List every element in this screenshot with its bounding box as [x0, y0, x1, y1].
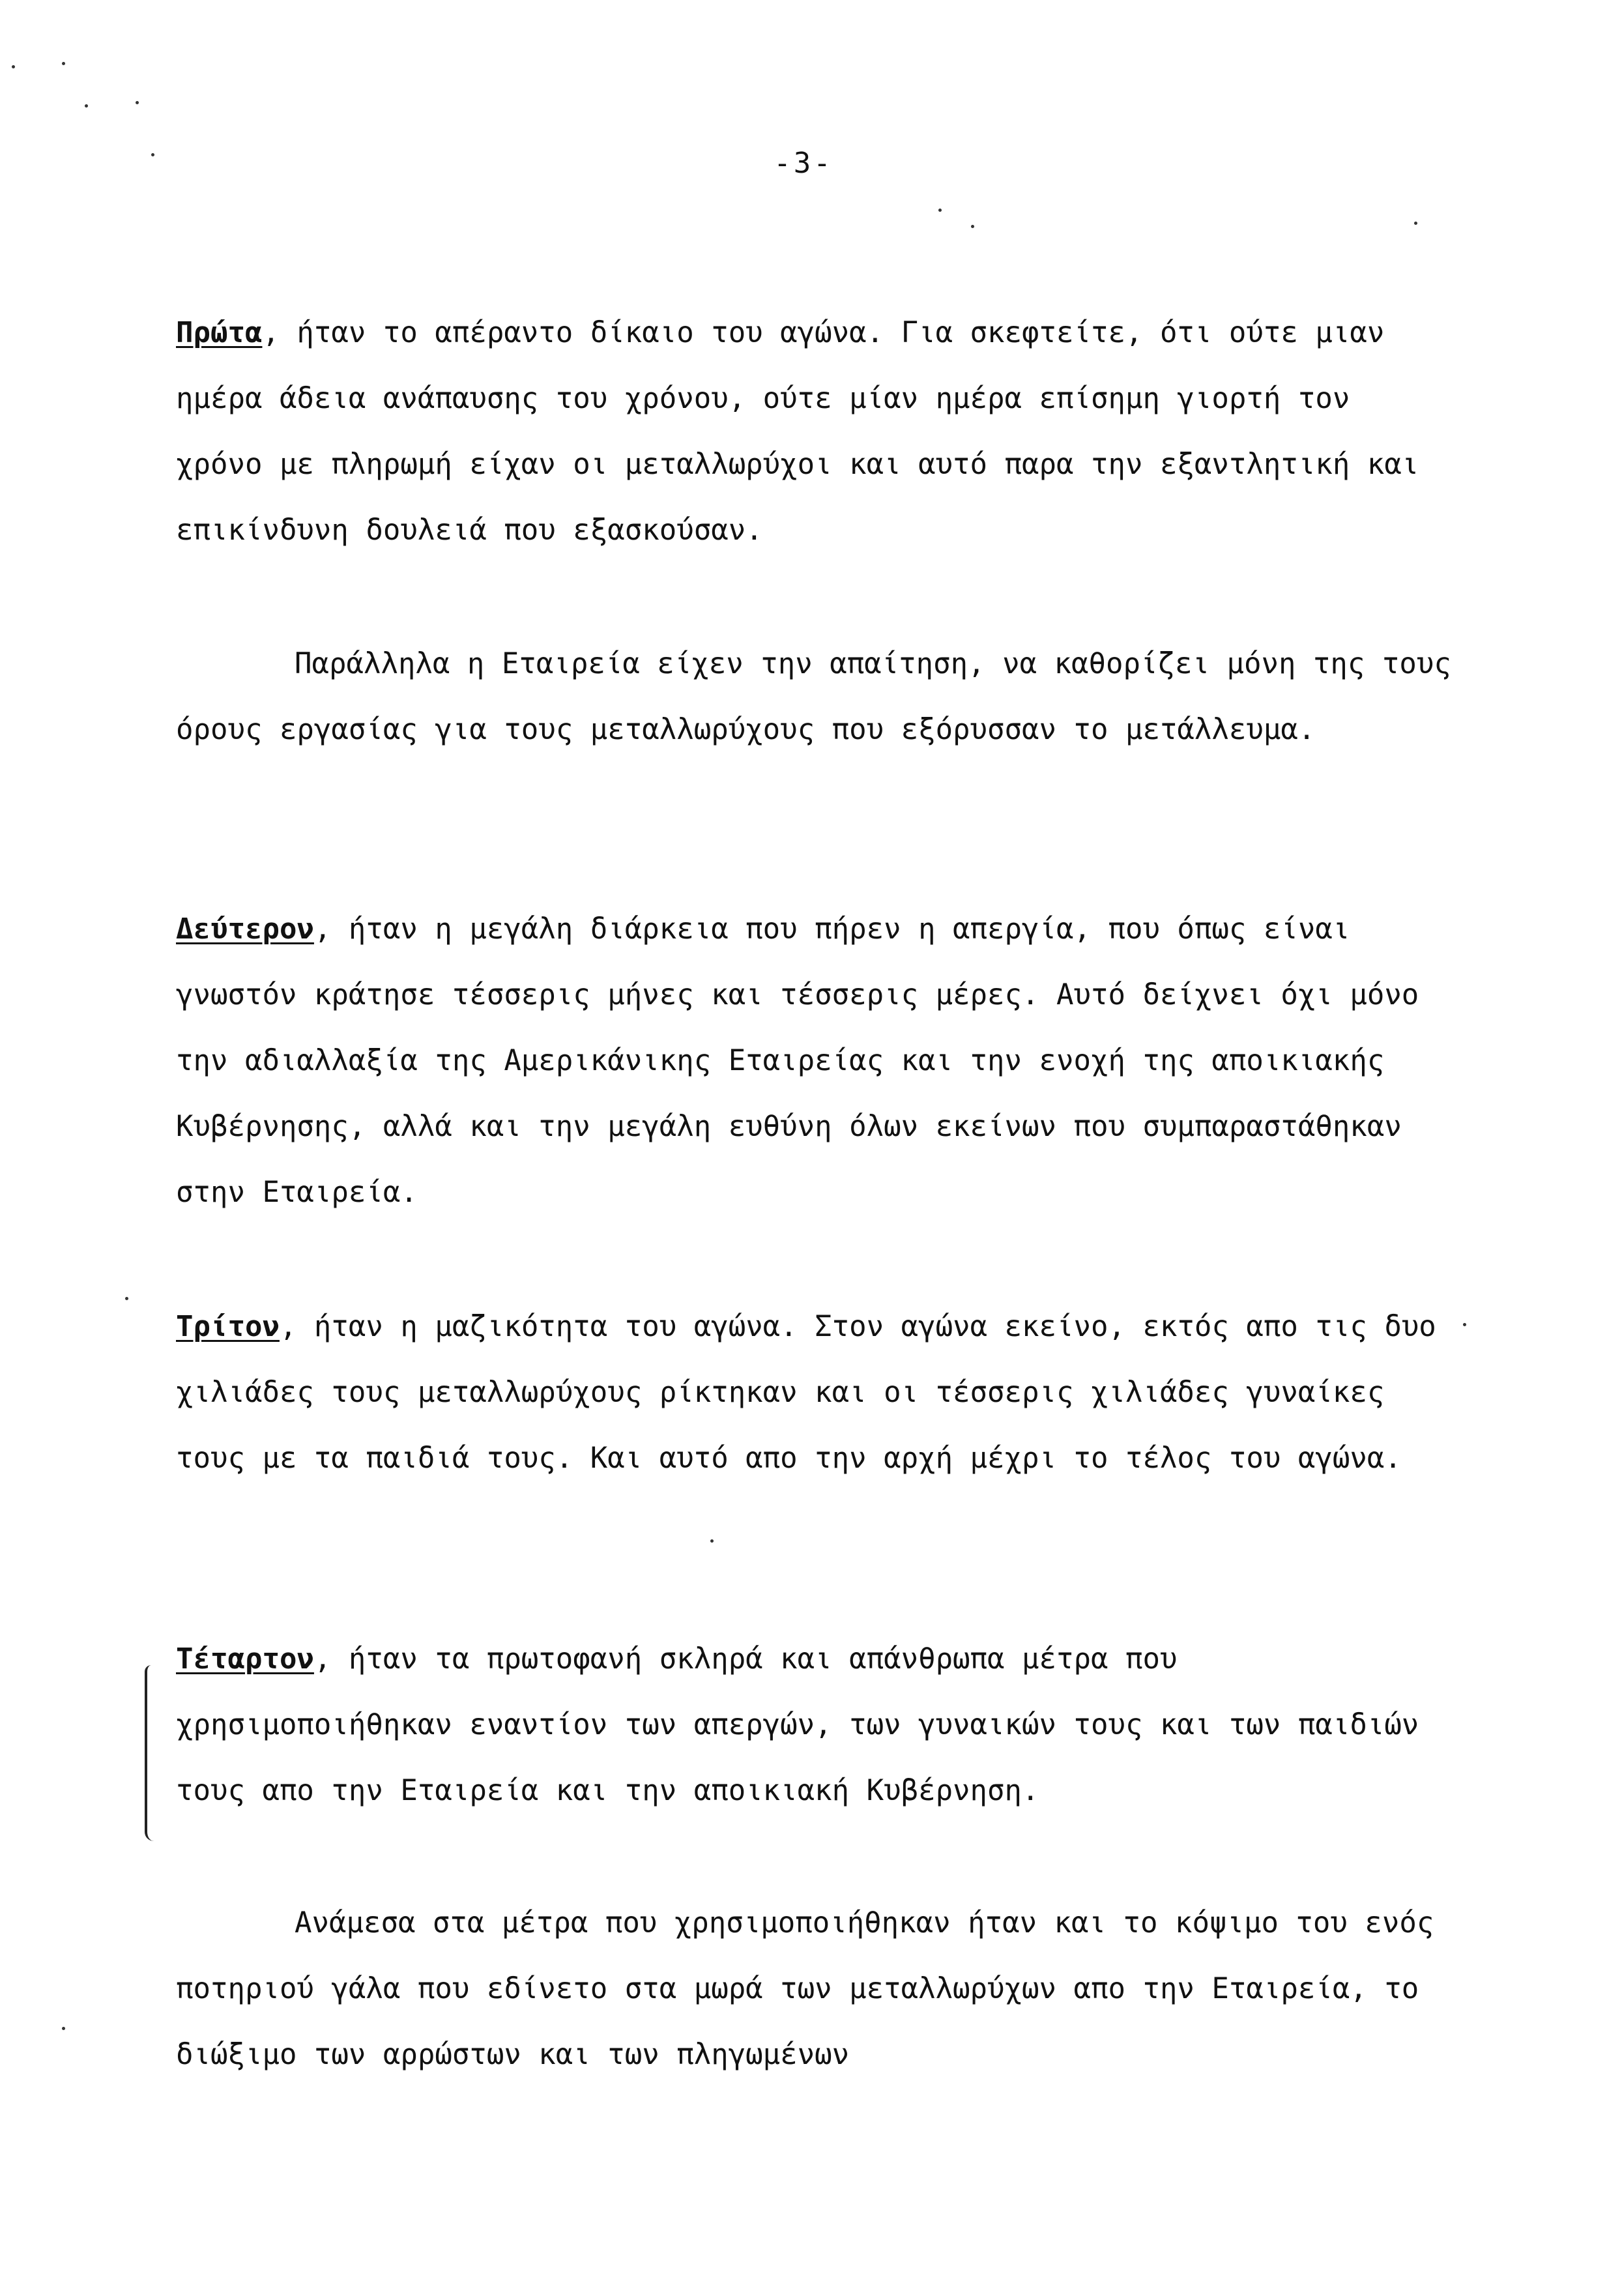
- paragraph-fourth: [176, 1626, 1453, 1824]
- paragraph-lead-heading: Τρίτον: [176, 1310, 280, 1343]
- scan-speck: [710, 1539, 714, 1543]
- scan-speck: [85, 104, 88, 108]
- paragraph-lead-heading: Τέταρτον: [176, 1642, 314, 1676]
- paragraph-measures: [176, 1890, 1453, 2087]
- paragraph-text: , ήταν τα πρωτοφανή σκληρά και απάνθρωπα μέτρα που χρησιμοποιήθηκαν εναντίον των απεργών, των γυναικών τους και των παιδιών τους απο την Εταιρεία και την αποικιακή Κυβέρνηση.: [176, 1642, 1436, 1807]
- page-number: -3-: [774, 147, 833, 180]
- paragraph-third: [176, 1294, 1453, 1491]
- paragraph-text: , ήταν η μεγάλη διάρκεια που πήρεν η απεργία, που όπως είναι γνωστόν κράτησε τέσσερις μήνες και τέσσερις μέρες. Αυτό δείχνει όχι μόνο την αδιαλλαξία της Αμερικάνικης Εταιρείας και την ενοχή της αποικιακής Κυβέρνησης, αλλά και την μεγάλη ευθύνη όλων εκείνων που συμπαραστάθηκαν στην Εταιρεία.: [176, 912, 1436, 1209]
- scan-speck: [1414, 222, 1417, 225]
- paragraph-first: [176, 300, 1453, 563]
- scan-speck: [1463, 1323, 1466, 1326]
- scan-speck: [136, 101, 139, 104]
- scan-speck: [12, 65, 15, 68]
- paragraph-parallel: [176, 631, 1469, 763]
- paragraph-lead-heading: Δεύτερον: [176, 912, 314, 946]
- scan-speck: [62, 62, 65, 65]
- scan-speck: [971, 225, 974, 228]
- scan-speck: [62, 2027, 65, 2030]
- paragraph-text: Ανάμεσα στα μέτρα που χρησιμοποιήθηκαν ήταν και το κόψιμο του ενός ποτηριού γάλα που εδίνετο στα μωρά των μεταλλωρύχων απο την Εταιρεία, το διώξιμο των αρρώστων και των πληγωμένων: [176, 1906, 1451, 2071]
- paragraph-text: Παράλληλα η Εταιρεία είχεν την απαίτηση, να καθορίζει μόνη της τους όρους εργασίας για τους μεταλλωρύχους που εξόρυσσαν το μετάλλευμα.: [176, 647, 1469, 746]
- scan-speck: [125, 1297, 128, 1300]
- margin-bracket-mark: [145, 1665, 155, 1841]
- paragraph-second: [176, 896, 1453, 1225]
- paragraph-lead-heading: Πρώτα: [176, 316, 263, 349]
- paragraph-text: , ήταν η μαζικότητα του αγώνα. Στον αγώνα εκείνο, εκτός απο τις δυο χιλιάδες τους μεταλλωρύχους ρίκτηκαν και οι τέσσερις χιλιάδες γυναίκες τους με τα παιδιά τους. Και αυτό απο την αρχή μέχρι το τέλος του αγώνα.: [176, 1310, 1454, 1475]
- paragraph-text: , ήταν το απέραντο δίκαιο του αγώνα. Για σκεφτείτε, ότι ούτε μιαν ημέρα άδεια ανάπαυσης του χρόνου, ούτε μίαν ημέρα επίσημη γιορτή τον χρόνο με πληρωμή είχαν οι μεταλλωρύχοι και αυτό παρα την εξαντλητική και επικίνδυνη δουλειά που εξασκούσαν.: [176, 316, 1436, 547]
- scan-speck: [938, 209, 942, 212]
- scan-speck: [151, 153, 154, 156]
